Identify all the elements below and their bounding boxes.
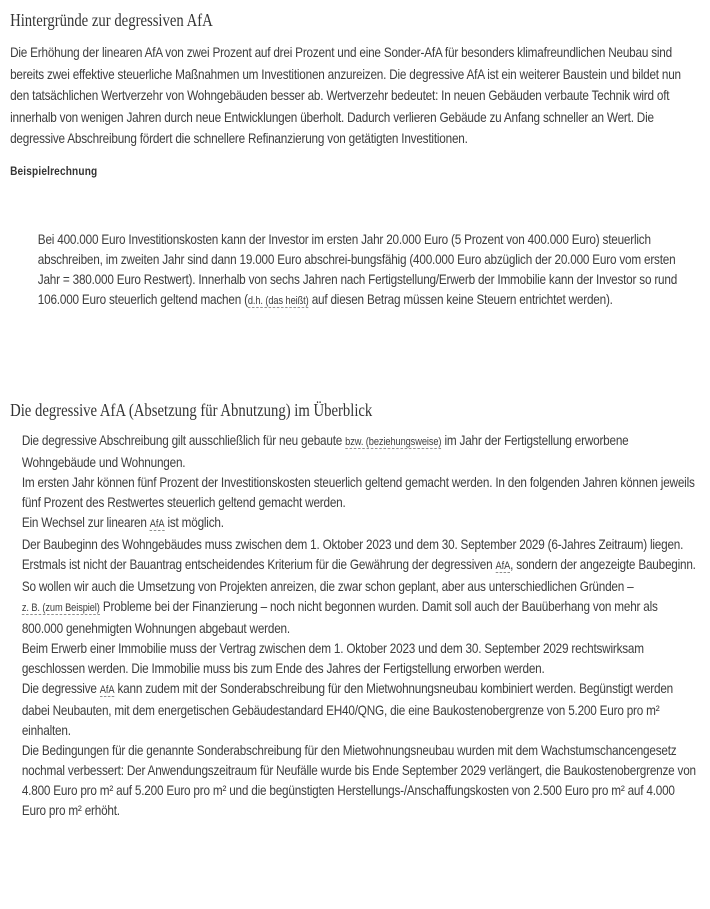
example-calculation-quote: [38, 229, 700, 311]
text-segment: Im ersten Jahr können fünf Prozent der Investitionskosten steuerlich geltend gemacht werden. In den folgenden Jahren können jeweils fünf Prozent des Restwertes steuerlich geltend gemacht werden.: [21, 473, 695, 510]
text-segment: Ein Wechsel zur linearen: [21, 513, 150, 530]
text-segment: ist möglich.: [164, 513, 224, 530]
text-segment: Die degressive Abschreibung gilt ausschließlich für neu gebaute: [21, 431, 346, 448]
text-segment: kann zudem mit der Sonderabschreibung für den Mietwohnungsneubau kombiniert werden. Begünstigt werden dabei Neubauten, mit dem energetischen Gebäudestandard EH40/QNG, die eine Baukostenobergrenze von 5.200 Euro pro m² einhalten.: [21, 679, 674, 738]
text-segment: Die Bedingungen für die genannte Sonderabschreibung für den Mietwohnungsneubau wurden mit dem Wachstumschancengesetz nochmal verbessert: Der Anwendungszeitraum für Neufälle wurde bis Ende September 2029 verlängert, die Baukostenobergrenze von 4.800 Euro pro m² auf 5.200 Euro pro m² und die begünstigten Herstellungs-/Anschaffungskosten von 2.500 Euro pro m² auf 4.000 Euro pro m² erhöht.: [21, 741, 696, 818]
list-item: [22, 554, 700, 638]
list-item: [22, 740, 700, 820]
article-content: [0, 9, 710, 820]
text-segment: auf diesen Betrag müssen keine Steuern entrichtet werden).: [308, 290, 613, 307]
abbr-inline: d.h. (das heißt): [247, 294, 309, 307]
text-segment: Der Baubeginn des Wohngebäudes muss zwischen dem 1. Oktober 2023 und dem 30. September 2029 (6-Jahres Zeitraum) liegen.: [21, 535, 684, 552]
abbr-inline: AfA: [495, 559, 511, 572]
list-item: [22, 472, 700, 512]
text-segment: Bei 400.000 Euro Investitionskosten kann der Investor im ersten Jahr 20.000 Euro (5 Prozent von 400.000 Euro) steuerlich abschreiben, im zweiten Jahr sind dann 19.000 Euro abschrei-bungsfähig (400.000 Euro abzüglich der 20.000 Euro vom ersten Jahr = 380.000 Euro Restwert). Innerhalb von sechs Jahren nach Fertigstellung/Erwerb der Immobilie kann der Investor so rund 106.000 Euro steuerlich geltend machen (: [37, 230, 678, 307]
section-heading-overview: Die degressive AfA (Absetzung für Abnutzung) im Überblick: [10, 399, 373, 420]
background-intro-paragraph: Die Erhöhung der linearen AfA von zwei Prozent auf drei Prozent und eine Sonder-AfA für besonders klimafreundlichen Neubau sind bereits zwei effektive steuerliche Maßnahmen um Investitionen anzureizen. Die degressive AfA ist ein weiterer Baustein und bildet nun den tatsächlichen Wertverzehr von Wohngebäuden besser ab. Wertverzehr bedeutet: In neuen Gebäuden verbaute Technik wird oft innerhalb von wenigen Jahren durch neue Entwicklungen überholt. Dadurch verlieren Gebäude zu Anfang schneller an Wert. Die degressive Abschreibung fördert die schnellere Refinanzierung von getätigten Investitionen.: [10, 44, 681, 146]
text-segment: im Jahr der Fertigstellung erworbene Wohngebäude und Wohnungen.: [21, 431, 629, 470]
text-segment: Beim Erwerb einer Immobilie muss der Vertrag zwischen dem 1. Oktober 2023 und dem 30. September 2029 rechtswirksam geschlossen werden. Die Immobilie muss bis zum Ende des Jahres der Fertigstellung erworben werden.: [21, 639, 644, 676]
text-segment: , sondern der angezeigte Baubeginn. So wollen wir auch die Umsetzung von Projekten anreizen, die zwar schon geplant, aber aus unterschiedlichen Gründen –: [21, 555, 696, 594]
list-item: [22, 430, 700, 472]
list-item: [22, 534, 700, 554]
text-segment: Probleme bei der Finanzierung – noch nicht begonnen wurden. Damit soll auch der Bauüberhang von mehr als 800.000 genehmigten Wohnungen abgebaut werden.: [21, 597, 658, 636]
example-calculation-label: Beispielrechnung: [10, 163, 98, 178]
section-heading-background: Hintergründe zur degressiven AfA: [10, 10, 213, 30]
overview-list: [10, 430, 700, 820]
abbr-inline: z. B. (zum Beispiel): [21, 601, 100, 614]
abbr-inline: AfA: [149, 517, 165, 530]
abbr-inline: bzw. (beziehungsweise): [345, 435, 442, 448]
text-segment: Die degressive: [21, 679, 100, 696]
list-item: [22, 512, 700, 534]
list-item: [22, 638, 700, 678]
text-segment: Erstmals ist nicht der Bauantrag entscheidendes Kriterium für die Gewährung der degressiven: [21, 555, 496, 572]
list-item: [22, 678, 700, 740]
abbr-inline: AfA: [99, 683, 115, 696]
